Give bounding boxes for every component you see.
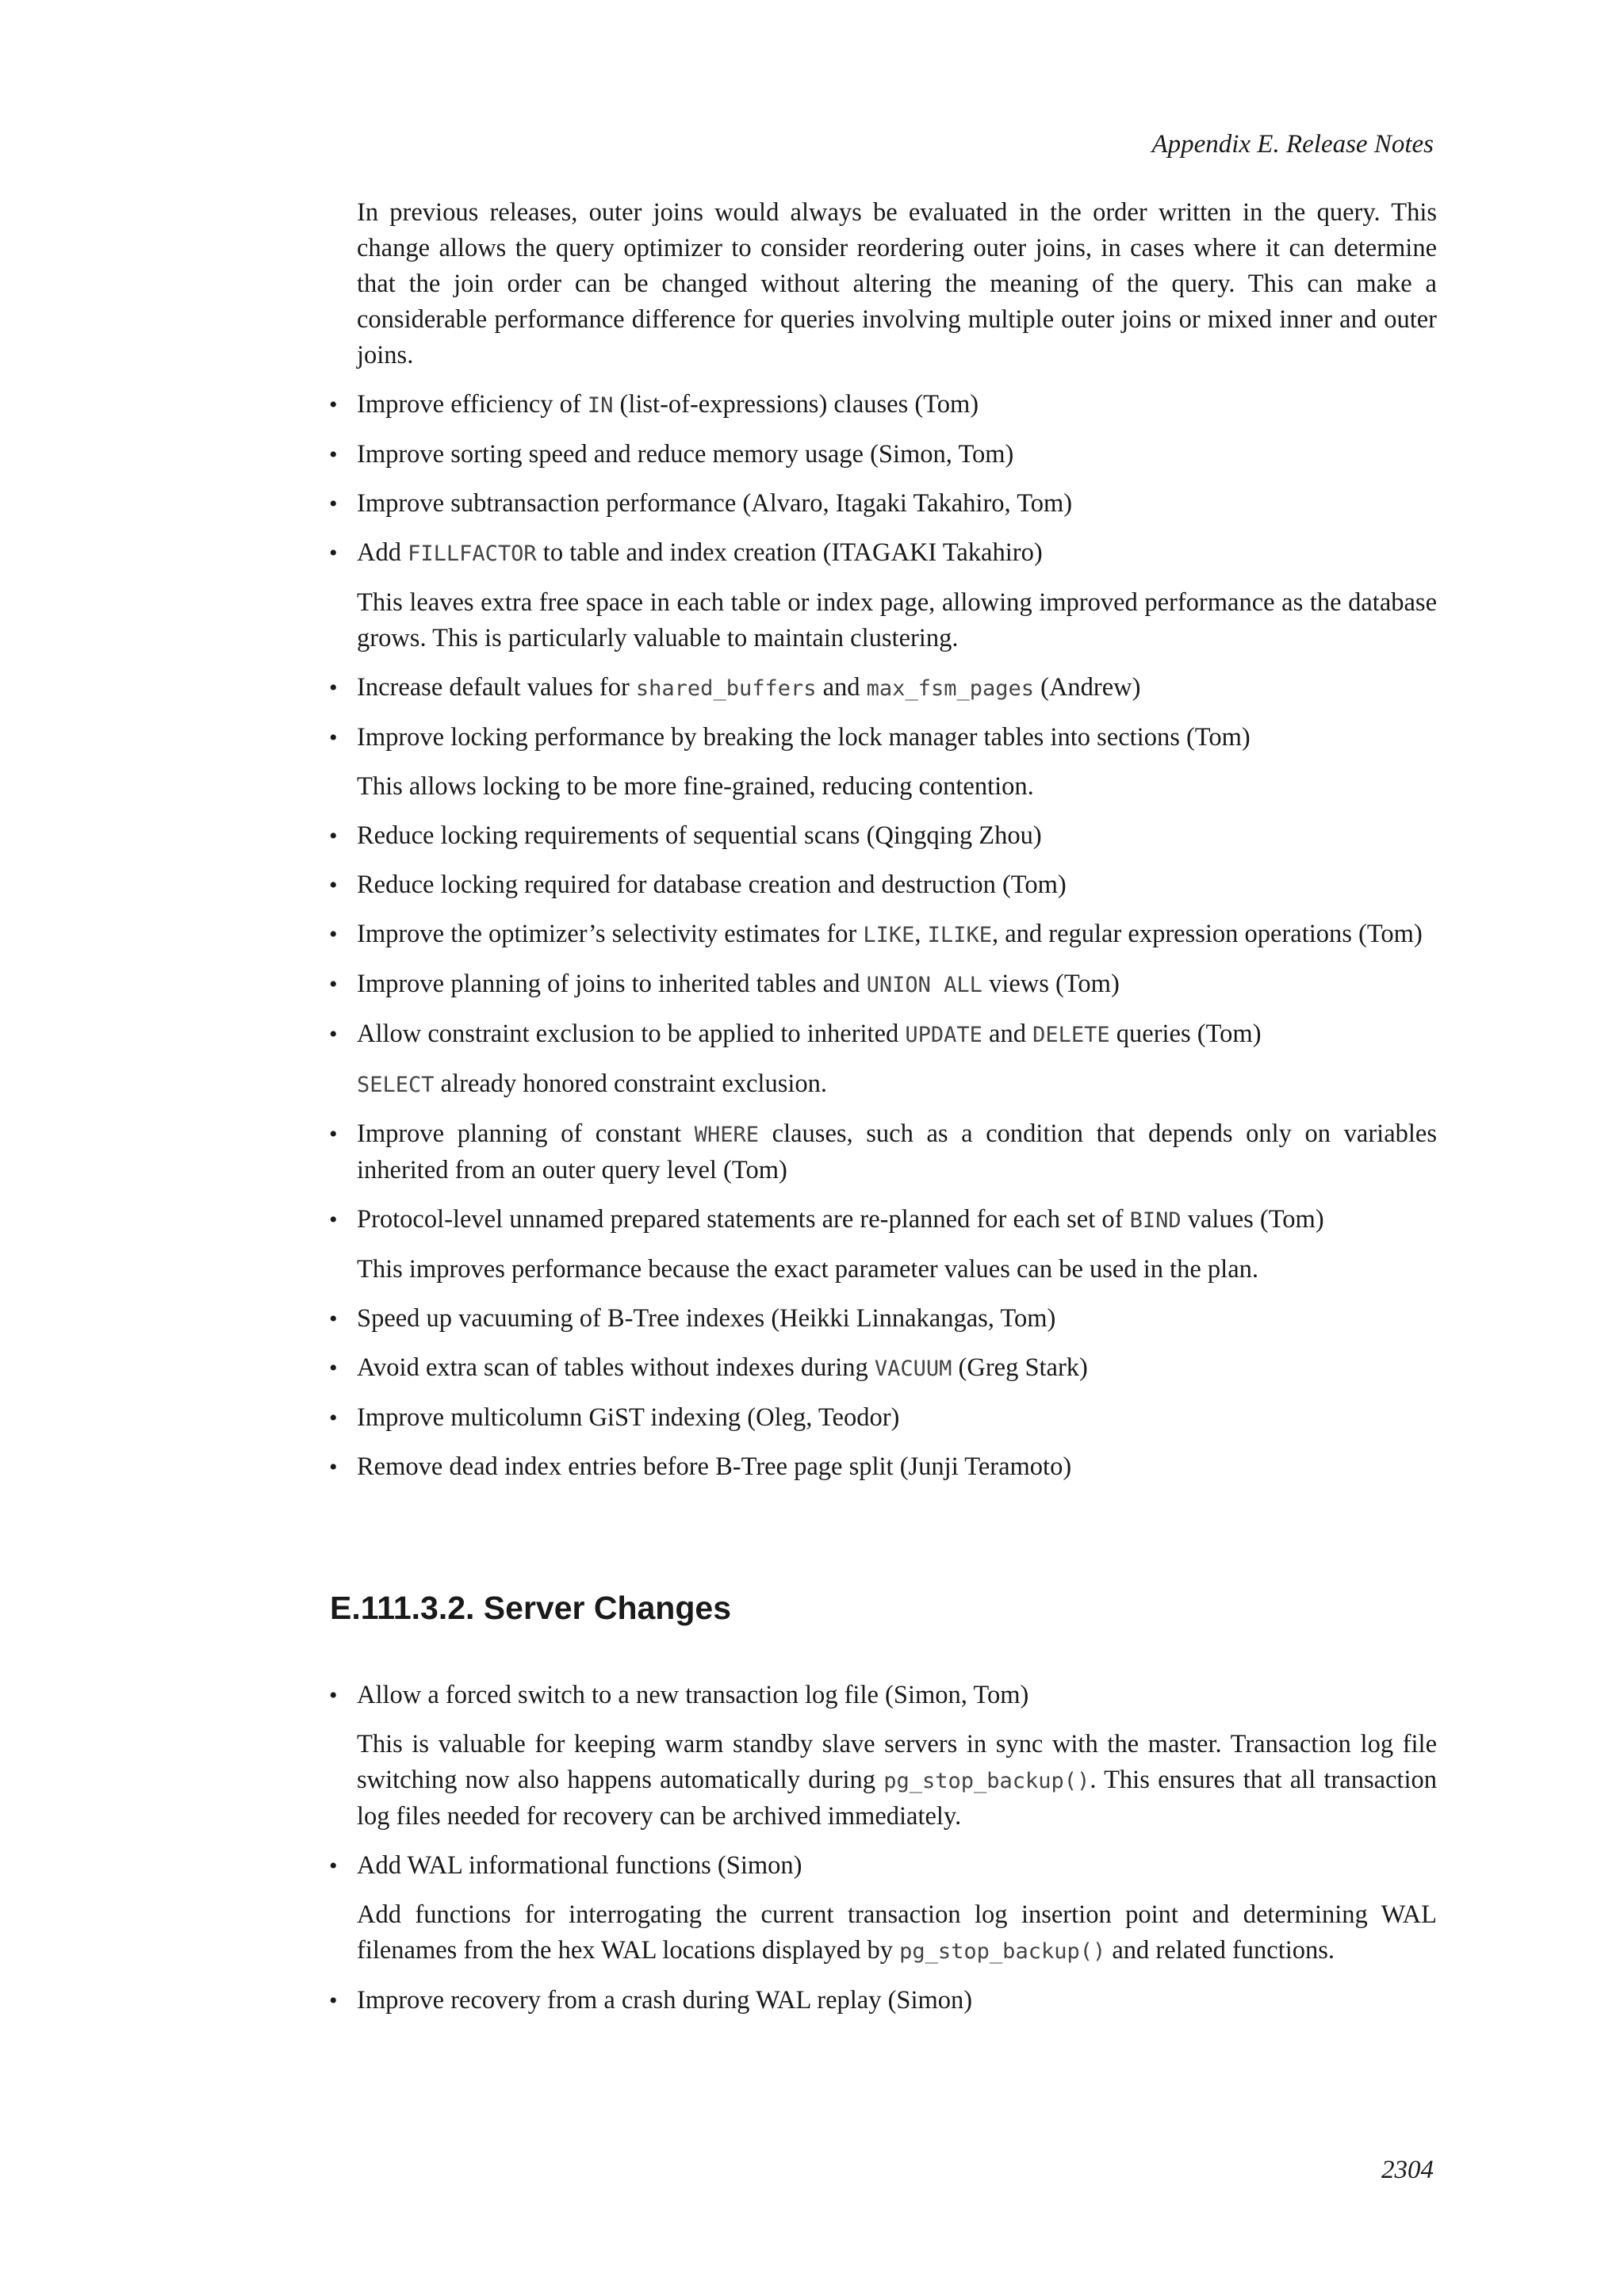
list-item	[329, 1449, 1437, 1485]
list-item-text	[357, 1116, 1437, 1188]
bullet-icon: •	[329, 1207, 338, 1233]
list-item-text: Improve recovery from a crash during WAL replay (Simon)	[357, 1986, 973, 2015]
list-item	[329, 437, 1437, 473]
list-item	[329, 535, 1437, 656]
code-span: pg_stop_backup()	[899, 1939, 1106, 1964]
bullet-icon: •	[329, 1682, 338, 1709]
text-span: (list-of-expressions) clauses (Tom)	[613, 390, 979, 419]
list-item-text	[357, 916, 1437, 953]
list-item-text	[357, 1350, 1437, 1387]
list-item-text: Improve locking performance by breaking the lock manager tables into sections (Tom)	[357, 723, 1251, 752]
list-item	[329, 1350, 1437, 1387]
text-span: Increase default values for	[357, 673, 636, 702]
item-note: This allows locking to be more fine-grained, reducing contention.	[357, 772, 1034, 801]
code-span: UPDATE	[905, 1023, 982, 1047]
list-item	[329, 1202, 1437, 1288]
code-span: shared_buffers	[635, 676, 817, 701]
code-span: UNION ALL	[866, 973, 982, 997]
list-item-text: Remove dead index entries before B-Tree page split (Junji Teramoto)	[357, 1452, 1072, 1481]
text-span: (Andrew)	[1034, 673, 1141, 702]
list-item-text	[357, 1016, 1437, 1053]
text-span: . This ensures that all transaction log files needed for recovery can be archived immediately.	[357, 1766, 1437, 1831]
item-note: This leaves extra free space in each table or index page, allowing improved performance as the database grows. This is particularly valuable to maintain clustering.	[357, 588, 1437, 652]
list-item-text: Reduce locking required for database creation and destruction (Tom)	[357, 871, 1067, 899]
running-header: Appendix E. Release Notes	[1151, 130, 1434, 159]
list-item	[329, 818, 1437, 854]
list-item	[329, 670, 1437, 706]
list-item	[329, 1116, 1437, 1188]
text-span: Improve efficiency of	[357, 390, 588, 419]
list-item-text: Improve subtransaction performance (Alvaro, Itagaki Takahiro, Tom)	[357, 489, 1073, 518]
list-item	[329, 966, 1437, 1003]
code-span: WHERE	[694, 1123, 760, 1147]
list-item-text	[357, 535, 1437, 572]
list-item	[329, 1301, 1437, 1337]
code-span: LIKE	[863, 923, 915, 947]
text-span: values (Tom)	[1181, 1205, 1324, 1234]
item-note	[357, 1897, 1437, 1969]
text-span: Protocol-level unnamed prepared statements are re-planned for each set of	[357, 1205, 1130, 1234]
text-span: , and regular expression operations (Tom)	[991, 920, 1423, 948]
text-span: clauses, such as a condition that depends only on variables inherited from an outer query level (Tom)	[357, 1119, 1437, 1184]
list-item	[329, 720, 1437, 805]
bullet-icon: •	[329, 872, 338, 898]
code-span: IN	[587, 393, 614, 418]
list-item-text	[357, 387, 1437, 423]
text-span: views (Tom)	[982, 970, 1120, 998]
bullet-icon: •	[329, 675, 338, 701]
bullet-icon: •	[329, 1121, 338, 1147]
text-span: to table and index creation (ITAGAKI Takahiro)	[536, 538, 1043, 567]
code-span: VACUUM	[874, 1357, 952, 1381]
item-note	[357, 1727, 1437, 1835]
text-span: Improve the optimizer’s selectivity estimates for	[357, 920, 864, 948]
bullet-icon: •	[329, 1405, 338, 1431]
text-span: Avoid extra scan of tables without indexes during	[357, 1353, 875, 1382]
bullet-icon: •	[329, 540, 338, 566]
list-item	[329, 1848, 1437, 1969]
bullet-icon: •	[329, 1306, 338, 1332]
text-span: and related functions.	[1105, 1936, 1335, 1965]
page-number: 2304	[1381, 2156, 1434, 2184]
bullet-icon: •	[329, 1853, 338, 1879]
text-span: queries (Tom)	[1109, 1020, 1262, 1048]
bullet-icon: •	[329, 1988, 338, 2014]
bullet-icon: •	[329, 392, 338, 418]
list-item	[329, 916, 1437, 953]
list-item-text	[357, 966, 1437, 1003]
text-span: Add functions for interrogating the current transaction log insertion point and determining WAL filenames from the hex WAL locations displayed by	[357, 1900, 1437, 1965]
section-title: E.111.3.2. Server Changes	[330, 1590, 731, 1626]
text-span: Improve planning of constant	[357, 1119, 695, 1148]
list-item	[329, 1016, 1437, 1103]
list-item	[329, 1678, 1437, 1835]
list-item-text	[357, 1202, 1437, 1238]
bullet-icon: •	[329, 921, 338, 947]
text-span: (Greg Stark)	[952, 1353, 1088, 1382]
code-span: ILIKE	[927, 923, 992, 947]
bullet-icon: •	[329, 823, 338, 849]
code-span: FILLFACTOR	[408, 541, 537, 566]
code-span: BIND	[1129, 1208, 1182, 1233]
list-item-text: Improve sorting speed and reduce memory usage (Simon, Tom)	[357, 440, 1014, 469]
text-span: Improve planning of joins to inherited tables and	[357, 970, 867, 998]
text-span: This is valuable for keeping warm standby slave servers in sync with the master. Transaction log file switching now also happens automatically during	[357, 1730, 1437, 1794]
list-item	[329, 1400, 1437, 1436]
list-item-text: Reduce locking requirements of sequential scans (Qingqing Zhou)	[357, 821, 1042, 850]
bullet-icon: •	[329, 491, 338, 517]
server-changes-body	[329, 1678, 1437, 2032]
list-item	[329, 486, 1437, 522]
list-item-text	[357, 670, 1437, 706]
bullet-icon: •	[329, 442, 338, 468]
text-span: Add	[357, 538, 408, 567]
item-note	[357, 1066, 1437, 1103]
bullet-icon: •	[329, 1355, 338, 1381]
text-span: and	[982, 1020, 1033, 1048]
bullet-icon: •	[329, 1454, 338, 1480]
bullet-icon: •	[329, 971, 338, 997]
list-item	[329, 387, 1437, 423]
text-span: Allow constraint exclusion to be applied to inherited	[357, 1020, 906, 1048]
list-item-text: Speed up vacuuming of B-Tree indexes (Heikki Linnakangas, Tom)	[357, 1304, 1056, 1333]
item-note: This improves performance because the exact parameter values can be used in the plan.	[357, 1255, 1259, 1284]
list-item-text: Improve multicolumn GiST indexing (Oleg, Teodor)	[357, 1403, 900, 1432]
content-body	[329, 195, 1437, 1498]
code-span: DELETE	[1032, 1023, 1110, 1047]
list-item	[329, 1983, 1437, 2019]
intro-paragraph: In previous releases, outer joins would always be evaluated in the order written in the query. This change allows the query optimizer to consider reordering outer joins, in cases where it can determine that the join order can be changed without altering the meaning of the query. This can make a considerable performance difference for queries involving multiple outer joins or mixed inner and outer joins.	[357, 198, 1437, 369]
bullet-icon: •	[329, 1021, 338, 1047]
text-span: ,	[914, 920, 928, 948]
code-span: max_fsm_pages	[866, 676, 1034, 701]
code-span: pg_stop_backup()	[883, 1769, 1090, 1793]
list-item-text: Add WAL informational functions (Simon)	[357, 1851, 802, 1880]
text-span: and	[816, 673, 867, 702]
code-span: SELECT	[357, 1073, 435, 1097]
list-item	[329, 867, 1437, 903]
text-span: already honored constraint exclusion.	[434, 1070, 828, 1098]
list-item-text: Allow a forced switch to a new transaction log file (Simon, Tom)	[357, 1681, 1029, 1709]
bullet-icon: •	[329, 725, 338, 751]
